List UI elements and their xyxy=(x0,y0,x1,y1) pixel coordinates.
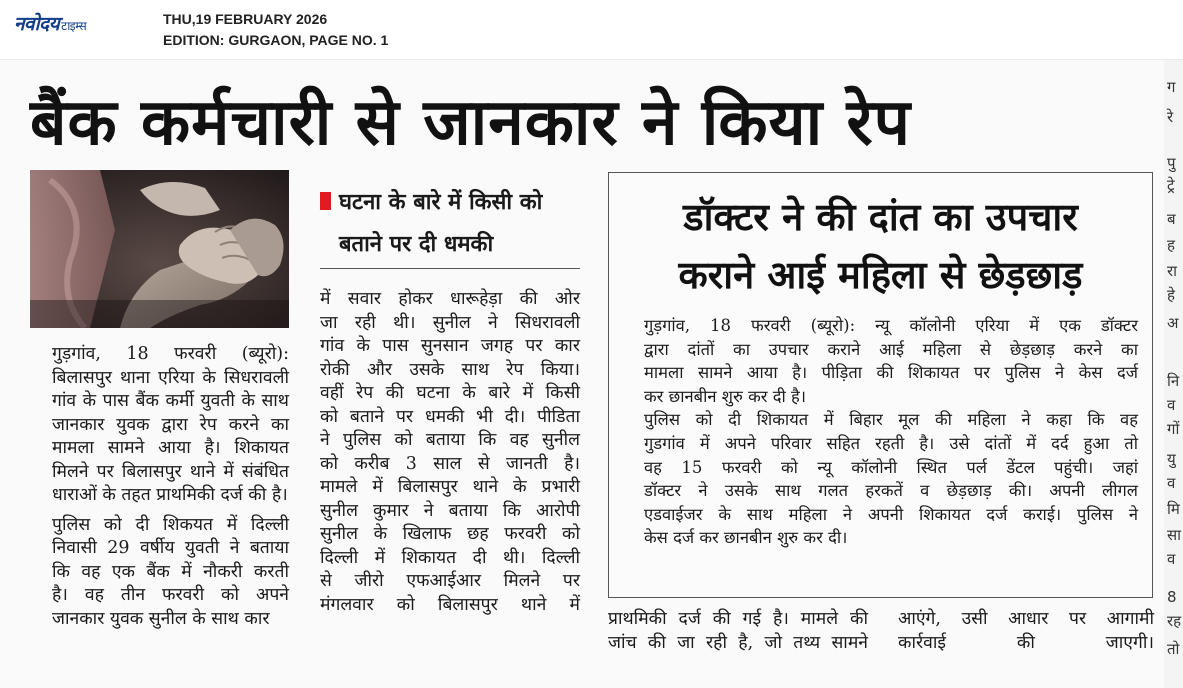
text-line: प्राथमिकी दर्ज की गई है। मामले की xyxy=(608,609,868,629)
text-line: गांव के पास बैंक कर्मी युवती के साथ xyxy=(52,391,289,411)
hands-illustration xyxy=(30,170,289,328)
text-line: गुडगांव में अपने परिवार सहित रहती है। उसे दांतों में दर्द हुआ तो xyxy=(644,433,1138,453)
text-line: मामले में बिलासपुर थाने के प्रभारी xyxy=(320,477,580,497)
paragraph xyxy=(622,314,1138,408)
edge-fragment: यु xyxy=(1167,450,1176,468)
paragraph xyxy=(622,408,1138,550)
edge-fragment: सा xyxy=(1167,526,1182,544)
text-line: एडवाईजर के साथ महिला ने अपनी शिकायत दर्ज कराई। पुलिस ने xyxy=(644,504,1138,524)
edge-fragment: मि xyxy=(1167,500,1180,518)
adjacent-page-edge xyxy=(1164,60,1183,688)
continued-text-left xyxy=(608,608,868,655)
text-line: धाराओं के तहत प्राथमिकी दर्ज की है। xyxy=(52,485,288,505)
text-line: कार्रवाई की जाएगी। xyxy=(898,632,1154,653)
text-line: डॉक्टर ने उसके साथ गलत हरकतें व छेड़छाड़ की। अपनी लीगल xyxy=(644,481,1138,501)
text-line: मिलने पर बिलासपुर थाने में संबंधित xyxy=(52,461,289,482)
subhead-line: बताने पर दी धमकी xyxy=(339,232,494,257)
text-line: गांव के पास सुनसान जगह पर कार xyxy=(320,336,580,356)
text-line: जा रही थी। सुनील ने सिधरावली xyxy=(320,312,580,333)
subhead-divider xyxy=(320,268,580,269)
text-line: सुनील कुमार ने बताया कि आरोपी xyxy=(320,500,580,521)
text-line: केस दर्ज कर छानबीन शुरु कर दी। xyxy=(644,528,848,548)
edge-fragment: तो xyxy=(1167,640,1180,658)
text-line: बिलासपुर थाना एरिया के सिधरावली xyxy=(52,367,289,388)
edge-fragment: पु xyxy=(1167,154,1176,172)
page-header xyxy=(0,0,1183,60)
text-line: द्वारा दांतों का उपचार कराने आई महिला से छेड़छाड़ करने का xyxy=(644,339,1138,359)
edge-fragment: व xyxy=(1167,550,1176,568)
subhead-line: घटना के बारे में किसी को xyxy=(339,190,543,215)
edition-info xyxy=(163,9,388,51)
text-line: आएंगे, उसी आधार पर आगामी xyxy=(898,609,1154,629)
headline-line: डॉक्टर ने की दांत का उपचार xyxy=(683,195,1078,239)
edge-fragment: ट्रे xyxy=(1167,176,1175,194)
edition-page: EDITION: GURGAON, PAGE NO. 1 xyxy=(163,32,389,48)
edge-fragment: रे xyxy=(1167,108,1174,126)
edge-fragment: ग xyxy=(1167,78,1176,96)
headline-line: कराने आई महिला से छेड़छाड़ xyxy=(678,253,1083,297)
edge-fragment: ह xyxy=(1167,236,1175,254)
boxed-article-headline xyxy=(618,188,1143,304)
article-subhead xyxy=(320,182,580,266)
edge-fragment: रा xyxy=(1167,262,1178,280)
text-line: जानकार युवक द्वारा रेप करने का xyxy=(52,414,289,435)
main-headline: बैंक कर्मचारी से जानकार ने किया रेप xyxy=(30,86,911,160)
paragraph xyxy=(30,343,289,508)
paragraph xyxy=(30,514,289,632)
text-line: मंगलवार को बिलासपुर थाने में xyxy=(320,594,580,615)
edge-fragment: हे xyxy=(1167,286,1175,304)
text-line: सुनील के खिलाफ छह फरवरी को xyxy=(320,524,580,544)
text-line: पुलिस को दी शिकयत में दिल्ली xyxy=(52,514,289,535)
text-line: दिल्ली में शिकायत दी थी। दिल्ली xyxy=(320,547,580,568)
edge-fragment: व xyxy=(1167,396,1176,414)
text-line: वह 15 फरवरी को न्यू कॉलोनी स्थित पर्ल डेंटल पहुंची। जहां xyxy=(644,457,1138,477)
edge-fragment: नि xyxy=(1167,372,1180,390)
text-line: है। वह तीन फरवरी को अपने xyxy=(52,585,289,605)
text-line: निवासी 29 वर्षीय युवती ने बताया xyxy=(52,538,289,558)
edge-fragment: व xyxy=(1167,474,1176,492)
text-line: से जीरो एफआईआर मिलने पर xyxy=(320,571,580,591)
text-line: कि वह एक बैंक में नौकरी करती xyxy=(52,561,289,582)
edge-fragment: गों xyxy=(1167,420,1180,438)
text-line: पुलिस को दी शिकायत में बिहार मूल की महिला ने कहा कि वह xyxy=(644,410,1138,430)
edge-fragment: अ xyxy=(1167,314,1179,332)
newspaper-logo[interactable] xyxy=(14,10,86,36)
red-bullet-icon xyxy=(320,192,331,210)
text-line: को बताने पर धमकी भी दी। पीडिता xyxy=(320,406,580,427)
article-column-2 xyxy=(320,288,580,617)
text-line: वहीं रेप की घटना के बारे में किसी xyxy=(320,383,580,403)
text-line: गुड़गांव, 18 फरवरी (ब्यूरो): न्यू कॉलोनी एरिया में एक डॉक्टर xyxy=(644,316,1138,335)
article-column-1 xyxy=(30,343,289,631)
logo-main: नवोदय xyxy=(14,13,60,35)
text-line: को करीब 3 साल से जानती है। xyxy=(320,453,580,474)
text-line: में सवार होकर धारूहेड़ा की ओर xyxy=(320,289,580,309)
edition-date: THU,19 FEBRUARY 2026 xyxy=(163,11,328,27)
continued-text-right xyxy=(898,608,1154,655)
edge-fragment: ब xyxy=(1167,210,1176,228)
article-photo xyxy=(30,170,289,328)
logo-tag: टाइम्स xyxy=(61,19,87,33)
text-line: जांच की जा रही है, जो तथ्य सामने xyxy=(608,632,868,653)
text-line: ने पुलिस को बताया कि वह सुनील xyxy=(320,430,580,450)
edge-fragment: 8 xyxy=(1167,588,1177,606)
text-line: कर छानबीन शुरु कर दी है। xyxy=(644,386,807,406)
boxed-article-body xyxy=(622,314,1138,550)
text-line: मामला सामने आया है। पीड़िता की शिकायत पर पुलिस ने केस दर्ज xyxy=(644,363,1138,383)
text-line: रोकी और उसके साथ रेप किया। xyxy=(320,359,580,380)
text-line: गुड़गांव, 18 फरवरी (ब्यूरो): xyxy=(52,344,289,364)
text-line: मामला सामने आया है। शिकायत xyxy=(52,438,289,458)
edge-fragment: रह xyxy=(1167,612,1182,630)
text-line: जानकार युवक सुनील के साथ कार xyxy=(52,608,270,629)
